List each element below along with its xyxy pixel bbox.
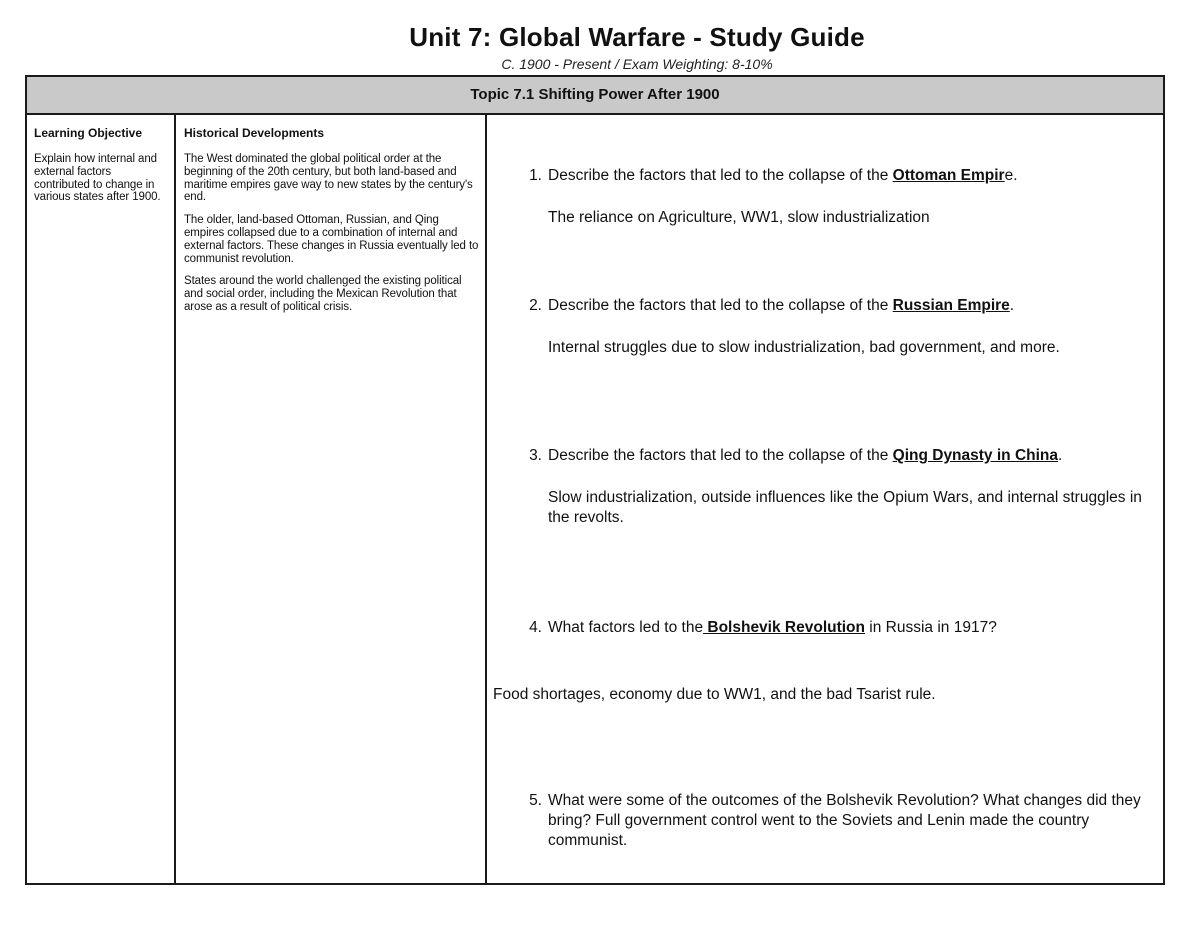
key-term: Russian Empire <box>892 297 1010 314</box>
prompt-text: What were some of the outcomes of the Bolshevik Revolution? What changes did they bring? <box>548 792 1141 829</box>
answer-text: Slow industrialization, outside influences like the Opium Wars, and internal struggles in the revolts. <box>548 489 1142 526</box>
prompt-suffix: . <box>1058 447 1063 464</box>
question-number: 3. <box>529 447 542 464</box>
answer-text: Full government control went to the Soviets and Lenin made the country communist. <box>548 812 1090 849</box>
development-paragraph: The older, land-based Ottoman, Russian, and Qing empires collapsed due to a combination of internal and external factors. These changes in Russia eventually led to communist revolution. <box>184 214 479 265</box>
question-4 <box>520 618 1151 638</box>
prompt-suffix: e. <box>1004 167 1018 184</box>
learning-objective-column <box>27 115 176 883</box>
question-number: 4. <box>529 619 542 636</box>
answer-text: The reliance on Agriculture, WW1, slow industrialization <box>548 209 930 226</box>
prompt-text: What factors led to the <box>548 619 704 636</box>
prompt-text: Describe the factors that led to the collapse of the <box>548 447 893 464</box>
document-title: Unit 7: Global Warfare - Study Guide <box>409 22 865 52</box>
document-subtitle: C. 1900 - Present / Exam Weighting: 8-10% <box>501 56 773 72</box>
question-prompt <box>548 166 1151 186</box>
development-paragraph: States around the world challenged the existing political and social order, including the Mexican Revolution that arose as a result of political crisis. <box>184 275 462 313</box>
development-paragraph: The West dominated the global political order at the beginning of the 20th century, but both land-based and maritime empires gave way to new states by the century's end. <box>184 153 473 204</box>
answer-text: Food shortages, economy due to WW1, and the bad Tsarist rule. <box>493 686 936 703</box>
question-number: 1. <box>529 167 542 184</box>
question-number: 5. <box>529 792 542 809</box>
historical-developments-heading: Historical Developments <box>184 126 325 140</box>
question-2 <box>520 296 1151 358</box>
learning-objective-heading: Learning Objective <box>34 126 143 140</box>
key-term: Qing Dynasty in China <box>892 447 1058 464</box>
question-prompt <box>548 446 1151 466</box>
question-3 <box>520 446 1151 528</box>
key-term: Ottoman Empir <box>892 167 1005 184</box>
question-5 <box>520 791 1151 851</box>
questions-column <box>487 115 1163 883</box>
answer-text: Internal struggles due to slow industrialization, bad government, and more. <box>548 339 1060 356</box>
prompt-text: Describe the factors that led to the collapse of the <box>548 167 893 184</box>
prompt-suffix: . <box>1009 297 1015 314</box>
question-prompt <box>548 618 1151 638</box>
prompt-text: Describe the factors that led to the collapse of the <box>548 297 893 314</box>
key-term: Bolshevik Revolution <box>703 619 865 636</box>
learning-objective-text: Explain how internal and external factors contributed to change in various states after 1900. <box>34 153 161 204</box>
prompt-suffix: in Russia in 1917? <box>865 619 997 636</box>
study-guide-table <box>25 75 1165 885</box>
historical-developments-column <box>176 115 487 883</box>
question-prompt <box>548 296 1151 316</box>
question-number: 2. <box>529 297 542 314</box>
topic-header: Topic 7.1 Shifting Power After 1900 <box>27 77 1163 115</box>
question-prompt <box>548 791 1151 851</box>
question-1 <box>520 166 1151 228</box>
